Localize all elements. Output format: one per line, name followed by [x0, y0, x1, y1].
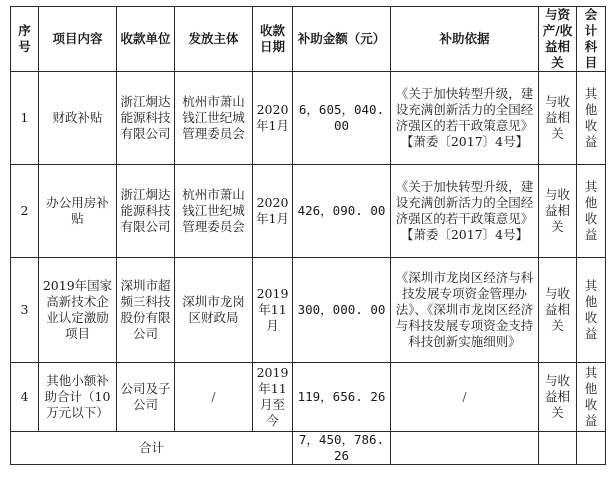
cell-date: 2020年1月 [253, 165, 293, 258]
header-issuer: 发放主体 [175, 7, 253, 72]
cell-date: 2020年1月 [253, 72, 293, 165]
cell-asset-income: 与收益相关 [539, 165, 577, 258]
cell-asset-income: 与收益相关 [539, 72, 577, 165]
cell-seq: 2 [11, 165, 39, 258]
cell-account: 其他收益 [577, 363, 606, 432]
header-date: 收款日期 [253, 7, 293, 72]
cell-account: 其他收益 [577, 165, 606, 258]
header-amount: 补助金额（元） [293, 7, 391, 72]
cell-issuer: 杭州市萧山钱江世纪城管理委员会 [175, 72, 253, 165]
cell-basis: 《关于加快转型升级，建设充满创新活力的全国经济强区的若干政策意见》【萧委〔2017〕4号】 [391, 165, 539, 258]
header-basis: 补助依据 [391, 7, 539, 72]
cell-account: 其他收益 [577, 258, 606, 363]
cell-amount: 426，090. 00 [293, 165, 391, 258]
cell-payee: 深圳市超频三科技股份有限公司 [117, 258, 175, 363]
subsidy-table-container [10, 6, 605, 465]
table-row [11, 72, 606, 165]
cell-basis: 《深圳市龙岗区经济与科技发展专项资金管理办法》、《深圳市龙岗区经济与科技发展专项资金支持科技创新实施细则》 [391, 258, 539, 363]
cell-seq: 3 [11, 258, 39, 363]
header-seq: 序号 [11, 7, 39, 72]
cell-payee: 浙江炯达能源科技有限公司 [117, 72, 175, 165]
cell-payee: 浙江炯达能源科技有限公司 [117, 165, 175, 258]
table-row [11, 363, 606, 432]
cell-asset-income: 与收益相关 [539, 258, 577, 363]
total-empty-account [577, 432, 606, 465]
total-row [11, 432, 606, 465]
subsidy-table [10, 6, 606, 465]
cell-item: 其他小额补助合计（10万元以下） [39, 363, 117, 432]
header-payee: 收款单位 [117, 7, 175, 72]
cell-basis: 《关于加快转型升级，建设充满创新活力的全国经济强区的若干政策意见》【萧委〔2017〕4号】 [391, 72, 539, 165]
header-item: 项目内容 [39, 7, 117, 72]
header-asset-income: 与资产/收益相关 [539, 7, 577, 72]
cell-amount: 6，605，040. 00 [293, 72, 391, 165]
header-row [11, 7, 606, 72]
cell-asset-income: 与收益相关 [539, 363, 577, 432]
cell-issuer: 杭州市萧山钱江世纪城管理委员会 [175, 165, 253, 258]
header-account: 会计科目 [577, 7, 606, 72]
total-amount: 7，450，786. 26 [293, 432, 391, 465]
total-label: 合计 [11, 432, 293, 465]
table-row [11, 258, 606, 363]
table-row [11, 165, 606, 258]
cell-amount: 119，656. 26 [293, 363, 391, 432]
cell-date: 2019年11月至今 [253, 363, 293, 432]
cell-seq: 1 [11, 72, 39, 165]
cell-payee: 公司及子公司 [117, 363, 175, 432]
cell-date: 2019年11月 [253, 258, 293, 363]
cell-amount: 300，000. 00 [293, 258, 391, 363]
cell-issuer: 深圳市龙岗区财政局 [175, 258, 253, 363]
cell-basis: / [391, 363, 539, 432]
cell-issuer: / [175, 363, 253, 432]
cell-item: 2019年国家高新技术企业认定激励项目 [39, 258, 117, 363]
cell-account: 其他收益 [577, 72, 606, 165]
cell-item: 办公用房补贴 [39, 165, 117, 258]
total-empty-asset [539, 432, 577, 465]
cell-item: 财政补贴 [39, 72, 117, 165]
cell-seq: 4 [11, 363, 39, 432]
total-empty-basis [391, 432, 539, 465]
